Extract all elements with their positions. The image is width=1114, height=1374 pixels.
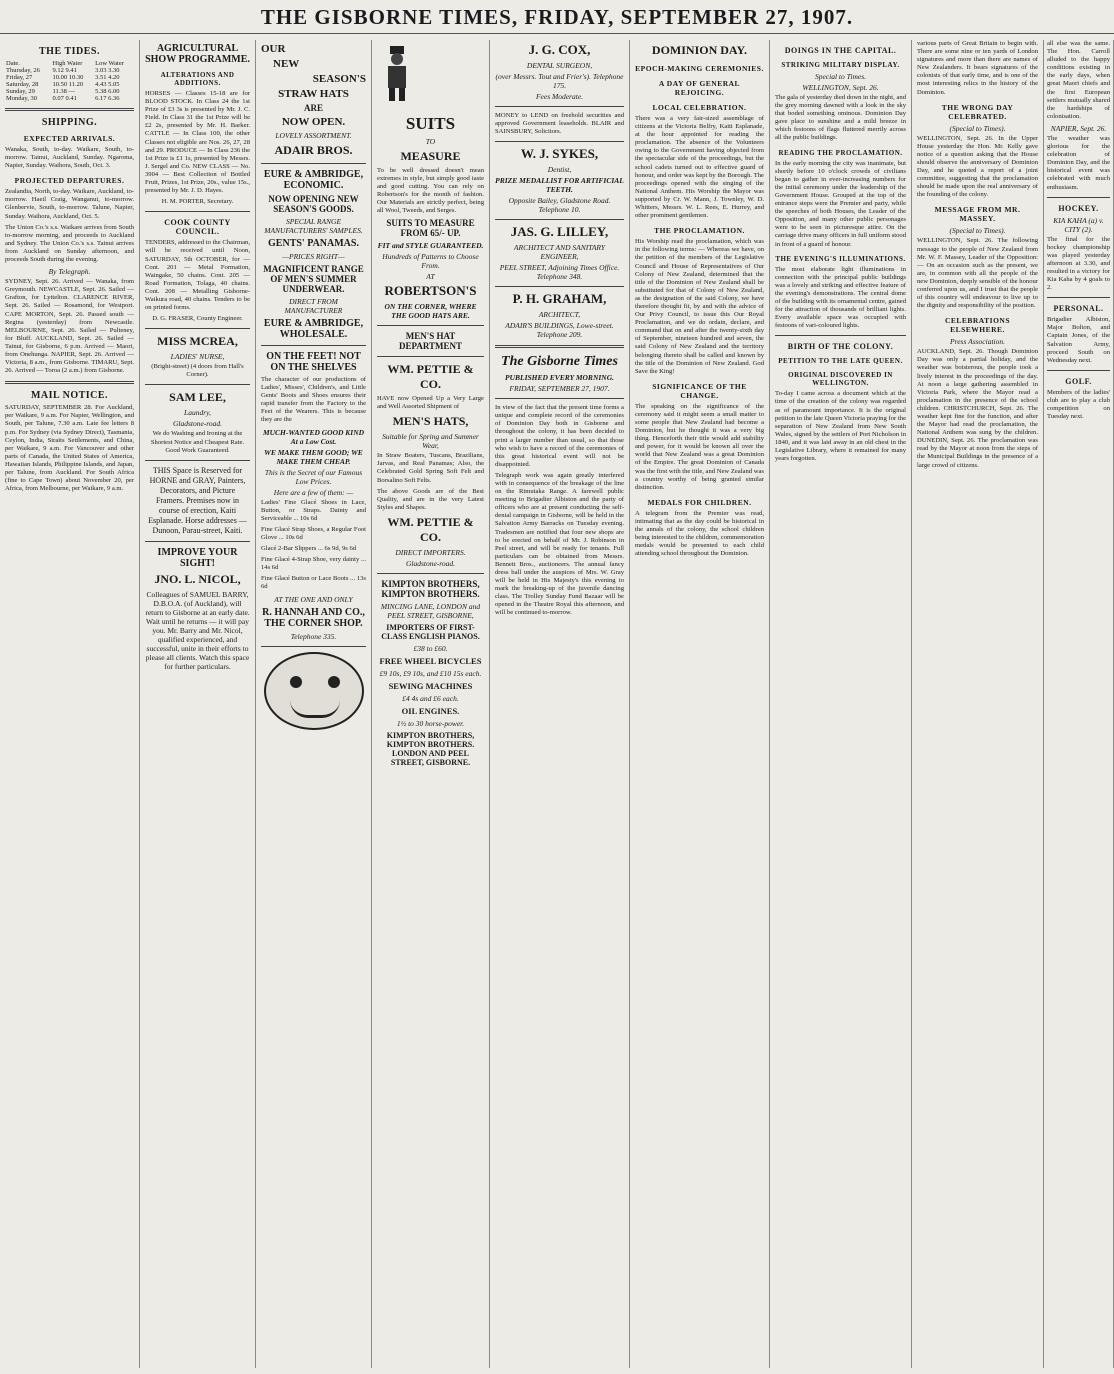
divider [5, 108, 134, 111]
suits-patterns: Hundreds of Patterns to Choose From. [382, 252, 479, 271]
original-heading: ORIGINAL DISCOVERED IN WELLINGTON. [788, 371, 893, 388]
tides-cell: 9.12 9.41 [52, 67, 77, 74]
hats-text: In Straw Boaters, Tuscans, Brazilians, Jarvas, and Real Panamas; Also, the Celebrated Gold Spring Soft Felt and Borsalino Soft Felts. [377, 452, 484, 484]
tides-cell: Saturday, 28 [6, 81, 39, 88]
adair-bros: ADAIR BROS. [274, 143, 353, 157]
reserved-space-text: THIS Space is Reserved for HORNE and GRAY, Painters, Decorators, and Picture Framers. Premises now in course of erection, Kaiti Esplanade. Horse addresses — Dunoon, Parau-street, Kaiti. [148, 465, 247, 535]
illuminations-text: The most elaborate light illuminations in connection with the principal public buildings was a lovely and striking and effective feature of the evening's demonstrations. The central dome of the building with its ornamental centre, gained for the attraction of thousands of brilliant lights. Every available space was occupied with festoons of vari-coloured lights. [775, 265, 906, 330]
divider [1047, 370, 1110, 371]
mouth-icon [290, 700, 340, 718]
alterations-text: HORSES — Classes 15-18 are for BLOOD STOCK. In Class 24 the 1st Prize of £3 3s is presented by Mr. J. C. Field. In Class 31 the 1st Prize will be £2 2s, presented by Mr. H. Barker. CATTLE — In Class 100, the other Classes not eligible are Nos. 26, 27, 28 and 29. PRODUCE — In Class 236 the 1st Prize is £1 1s, presented by Messrs. J. Sergel and Co. NEW CLASS — No. 3904 — Best Collection of Bottled Fruit, Prizes, 1st Prize, 20s., value 15s., presented by Mr. J. D. Hayes. [145, 90, 250, 195]
suits-text: To be well dressed doesn't mean extremes in style, but simply good taste and good cutting. You can rely on Robertson's for the month of fashion. Our Materials are strictly perfect, being all Wool, Tweeds, and Serges. [377, 166, 484, 215]
bicycle-price: £9 10s, £9 10s, and £10 15s each. [379, 668, 482, 678]
special-range: SPECIAL RANGE MANUFACTURERS' SAMPLES. [264, 217, 363, 235]
prices-right: —PRICES RIGHT— [282, 252, 345, 261]
tides-col-date: Date. [6, 60, 20, 67]
optician-name: JNO. L. NICOL, [154, 571, 241, 586]
tides-cell: 3.03 3.30 [95, 67, 120, 74]
divider [495, 141, 624, 142]
column-3 [256, 40, 372, 1368]
eye-icon [328, 676, 340, 688]
telegraph-heading: By Telegraph. [48, 267, 91, 277]
divider [495, 345, 624, 348]
table-row [5, 81, 134, 88]
tides-cell: Monday, 30 [6, 95, 37, 102]
laundry-place: Gladstone-road. [172, 419, 223, 429]
personal-text: Brigadier Albiston, Major Bolton, and Captain Jones, of the Salvation Army, proceed South on Wednesday next. [1047, 316, 1110, 364]
hockey-heading: HOCKEY. [1058, 203, 1099, 213]
money-to-lend: MONEY to LEND on freehold securities and approved Government leaseholds. BLAIR and SAINSBURY, Solicitors. [495, 111, 624, 136]
cox-name: J. G. COX, [528, 42, 591, 57]
ad-now-open: NOW OPEN. [281, 116, 346, 128]
ad-season: SEASON'S [312, 73, 366, 85]
column-7 [770, 40, 912, 1368]
hockey-text: The final for the hockey championship was played yesterday afternoon at 3.30, and resulted in a victory for Kia Kaha by 4 goals to 2. [1047, 235, 1110, 292]
rejoicing-heading: A DAY OF GENERAL REJOICING. [658, 79, 741, 97]
column-5 [490, 40, 630, 1368]
tides-cell: 3.51 4.20 [95, 74, 120, 81]
massey-heading: MESSAGE FROM MR. MASSEY. [934, 205, 1021, 224]
column-2 [140, 40, 256, 1368]
divider [495, 286, 624, 287]
list-item: Fine Glacé Button or Lace Boots ... 13s 6d [261, 575, 366, 591]
column-6 [630, 40, 770, 1368]
robertsons-name: ROBERTSON'S [384, 283, 477, 299]
capital-text: The gala of yesterday died down in the night, and the grey morning dawned with a look in the sky that boded something ominous. Dominion Day gave place to sunshine and a mild breeze in which festoons of flags fluttered merrily across all the public buildings. [775, 94, 906, 142]
hannah-shop: R. HANNAH AND CO., THE CORNER SHOP. [262, 606, 365, 629]
suits-at: AT [426, 272, 435, 282]
divider [145, 211, 250, 212]
suits-price: SUITS TO MEASURE FROM 65/- UP. [386, 218, 475, 239]
tides-cell: 4.43 5.05 [95, 81, 120, 88]
mail-heading: MAIL NOTICE. [30, 390, 109, 402]
laundry-name: SAM LEE, [169, 390, 226, 405]
graham-name: P. H. GRAHAM, [512, 291, 607, 307]
petition-heading: PETITION TO THE LATE QUEEN. [778, 357, 903, 366]
divider [145, 460, 250, 461]
eure-ambridge-2: EURE & AMBRIDGE, WHOLESALE. [263, 318, 364, 340]
kimpton-name-1: KIMPTON BROTHERS, KIMPTON BROTHERS. [381, 578, 480, 599]
robertsons-corner: ON THE CORNER, WHERE THE GOOD HATS ARE. [384, 302, 477, 321]
ad-new: NEW [273, 58, 300, 70]
tides-cell: Thursday, 26 [6, 67, 40, 74]
divider [145, 541, 250, 542]
sight-text: Colleagues of SAMUEL BARRY, D.B.O.A. (of Auckland), will return to Gisborne at an early date. Wait until he returns — it will pay you. Mr. Barry and Mr. Nicol, qualified experienced, and successful, unite in their efforts to please all clients. Watch this space for further particulars. [145, 589, 250, 671]
wellington-dateline: WELLINGTON, Sept. 26. [802, 83, 879, 92]
eure-ambridge-1: EURE & AMBRIDGE, ECONOMIC. [263, 169, 364, 191]
list-item: Fine Glacé 4-Strap Shoe, very dainty ... 14s 6d [261, 556, 366, 572]
lilley-name: JAS. G. LILLEY, [510, 224, 609, 240]
tides-cell: 11.38 — [52, 88, 76, 95]
medals-heading: MEDALS FOR CHILDREN. [647, 497, 752, 507]
press-association: Press Association. [949, 337, 1005, 347]
gents-panamas: GENTS' PANAMAS. [268, 238, 359, 249]
graham-address: ADAIR'S BUILDINGS, Lowe-street. Telephone 209. [505, 321, 614, 340]
local-heading: LOCAL CELEBRATION. [652, 103, 747, 112]
published-every-morning: PUBLISHED EVERY MORNING. [505, 373, 614, 383]
make-them: WE MAKE THEM GOOD; WE MAKE THEM CHEAP. [264, 447, 363, 466]
tides-header-row [5, 60, 134, 67]
napier-text: The weather was glorious for the celebration of Dominion Day, and the historical event was celebrated with much enthusiasm. [1047, 134, 1110, 191]
divider [377, 325, 484, 326]
kimpton-pianos: IMPORTERS OF FIRST-CLASS ENGLISH PIANOS. [381, 622, 480, 641]
oil-price: 1½ to 30 horse-power. [396, 718, 465, 728]
tides-cell: 10.50 11.20 [52, 81, 84, 88]
reading-heading: READING THE PROCLAMATION. [778, 148, 903, 157]
direct-from: DIRECT FROM MANUFACTURER [284, 297, 343, 315]
hats-quality: The above Goods are of the Best Quality, and are in the very Latest Styles and Shapes. [377, 487, 484, 511]
cox-fees: Fees Moderate. [535, 91, 584, 101]
napier-dateline: NAPIER, Sept. 26. [1050, 123, 1107, 133]
divider [495, 398, 624, 399]
dominion-heading: DOMINION DAY. [651, 43, 748, 57]
mail-text: SATURDAY, SEPTEMBER 28. For Auckland, per Waikare, 9 a.m. For Napier, Wellington, and South, per Talune, 7.30 a.m. Late fee letters 8 p.m. For Sydney (via Sydney Direct), Tasmania, Ceylon, India, Straits Settlements, and China, per Waikare, 9 a.m. For Vancouver and other parts of Canada, the United States of America, Hawaiian Islands, Philippine Islands, and Japan, per Talune, from Auckland. For South Africa (fine to Cape Town) about November 20, per Africa, from Melbourne, per Waikare, 9 a.m. [5, 404, 134, 493]
council-text: TENDERS, addressed to the Chairman, will be received until Noon, SATURDAY, 5th OCTOBER, for — Cont. 201 — Metal Formation, Waingake, 50 chains. Cont. 205 — Road Formation, Tolaga, 40 chains. Cont. 208 — Metalling Gisborne-Waikura road, 40 chains. Tenders to be on printed forms. [145, 239, 250, 312]
shipping-heading: SHIPPING. [41, 117, 98, 128]
capital-heading: DOINGS IN THE CAPITAL. [784, 46, 897, 55]
ad-straw-hats: STRAW HATS [278, 88, 349, 100]
on-the-feet-heading: ON THE FEET! NOT ON THE SHELVES [266, 351, 361, 373]
now-opening: NOW OPENING NEW SEASON'S GOODS. [268, 194, 359, 214]
lilley-address: PEEL STREET, Adjoining Times Office. Telephone 348. [499, 263, 620, 282]
tides-cell: 10.00 10.30 [52, 74, 84, 81]
suits-measure: MEASURE [400, 148, 461, 163]
sight-heading: IMPROVE YOUR SIGHT! [157, 546, 238, 569]
mens-hats: MEN'S HATS, [392, 414, 469, 429]
divider [495, 219, 624, 220]
suits-to: TO [425, 136, 436, 146]
paper-name: The Gisborne Times [501, 354, 618, 370]
illuminations-heading: THE EVENING'S ILLUMINATIONS. [775, 254, 906, 263]
massey-text: WELLINGTON, Sept. 26. The following message to the people of New Zealand from Mr. W. F. Massey, Leader of the Opposition: — On an occasion such as the present, we are, in common with all the people of the new Dominion, deeply sensible of the honour conferred upon us, and I trust that the people of this country will endeavour to live up to the dignity and responsibility of the position. [917, 237, 1038, 310]
on-the-feet-text: The character of our productions of Ladies', Misses', Children's, and Little Gents' Boots and Shoes ensures their rapid transfer from the Factory to the Feet of the Wearers. This is because they are the [261, 376, 366, 424]
table-row [5, 67, 134, 74]
divider [377, 573, 484, 574]
doesnt-hurt-illustration [264, 652, 364, 730]
ad-our: OUR [261, 43, 286, 55]
divider [775, 335, 906, 336]
sewing-price: £4 4s and £6 each. [402, 693, 459, 703]
proclamation-text: His Worship read the proclamation, which was in the following terms: — Whereas we have, on the petition of the members of the Legislative Council and House of Representatives of Our Colony of New Zealand, determined that the title of the Dominion of New Zealand shall be substituted for that of Colony of New Zealand, as the designation of the said Colony, we have therefore thought fit, by and with the advice of Our Privy Council, to issue this Our Royal Proclamation, and we do ordain, declare, and command that on and after the twenty-sixth day of September, nineteen hundred and seven, the said Colony of New Zealand and the territory belonging thereto shall be called and known by the title of the Dominion of New Zealand. God Save the King! [635, 238, 764, 375]
sykes-name: W. J. SYKES, [520, 146, 599, 162]
wrong-day-text: WELLINGTON, Sept. 26. In the Upper House yesterday the Hon. Mr. Kelly gave notice of a question asking that the House should observe the anniversary of Dominion Day, and he quoted a report of a joint committee, suggesting that the proclamation should be made upon the real anniversary of the founding of the colony. [917, 134, 1038, 199]
lead-article: In view of the fact that the present time forms a unique and complete record of the ceremonies of Dominion Day both in Gisborne and throughout the colony, it has been decided to print a larger number than usual, so that those who wish to have a record of the ceremonies of this great historical event will not be disappointed. [495, 404, 624, 468]
tides-cell: 0.07 0.41 [52, 95, 77, 102]
nurse-name: MISS MCREA, [157, 334, 238, 349]
bicycles: FREE WHEEL BICYCLES [379, 655, 482, 666]
hannah-telephone: Telephone 335. [290, 631, 337, 641]
divider [1047, 197, 1110, 198]
tides-heading: THE TIDES. [39, 46, 100, 57]
petition-continued: various parts of Great Britain to begin with. There are some nine or ten yards of London signatures and more than there are names of New Zealanders. It bears signatures of the colonists of that early time, and is one of the most interesting relics in the history of the Dominion. [917, 40, 1038, 96]
sykes-title: Dentist, [547, 165, 572, 175]
significance-heading: SIGNIFICANCE OF THE CHANGE. [652, 381, 747, 400]
telegraph-text: SYDNEY, Sept. 26. Arrived — Wanaka, from Greymouth. NEWCASTLE, Sept. 26. Sailed — Grafton, for Lyttelton. CLARENCE RIVER, Sept. 26. Sailed — Rosamond, for Westport. CAPE MORTON, Sept. 26. Passed south — Regina (yesterday) from Newcastle. MELBOURNE, Sept. 26. Sailed — Pulteney, for Bluff. AUCKLAND, Sept. 26. Sailed — Tainui, for Gisborne, 6 p.m. Arrived — Maori, from Onehunga. NAPIER, Sept. 26. Arrived — Victoria, 8 a.m., from Gisborne. TIMARU, Sept. 26. Arrived — Toroa (2 a.m.) from Gisborne. [5, 278, 134, 375]
birth-heading: BIRTH OF THE COLONY. [787, 342, 894, 352]
suits-fit: FIT and STYLE GUARANTEED. [377, 241, 484, 251]
kimpton-address: MINCING LANE, LONDON and PEEL STREET, GISBORNE, [380, 601, 481, 620]
celebrations-text: AUCKLAND, Sept. 26. Though Dominion Day was only a partial holiday, and the weather was boisterous, the people took a lively interest in the proceedings of the day. At noon a large gathering assembled in Victoria Park, where the Mayor read a proclamation in the presence of the school children. CHRISTCHURCH, Sept. 26. The weather kept fine for the function, and after the Mayor had read the proclamation, the National Anthem was sung by the children. DUNEDIN, Sept. 26. The proclamation was read by the Mayor at noon from the steps of the Municipal Buildings in the presence of a large crowd of citizens. [917, 348, 1038, 469]
tides-table [5, 60, 134, 102]
table-row [5, 88, 134, 95]
laundry-sub: Laundry, [184, 408, 211, 418]
departures-text: Zealandia, North, to-day. Waikare, Auckland, to-morrow. Haeil Craig, Wanganui, to-morrow. Glenbervie, South, to-morrow. Talune, Napier, Sunday. Waihora, Auckland, Oct. 5. [5, 188, 134, 220]
wrong-day-heading: THE WRONG DAY CELEBRATED. [941, 102, 1014, 121]
pettie-name-1: WM. PETTIE & CO. [387, 362, 474, 392]
tides-col-low: Low Water [95, 60, 124, 67]
golf-text: Members of the ladies' club are to play a club competition on Tuesday next. [1047, 388, 1110, 421]
list-item: Ladies' Fine Glacé Shoes in Lace, Button, or Straps. Dainty and Serviceable ... 10s 6d [261, 498, 366, 522]
gentleman-figure-icon [377, 44, 417, 102]
eye-icon [290, 676, 302, 688]
departures-heading: PROJECTED DEPARTURES. [14, 176, 125, 186]
special-to-times: Special to Times. [814, 72, 867, 81]
divider [5, 381, 134, 384]
oil-engines: OIL ENGINES. [401, 705, 460, 716]
wrong-day-special: (Special to Times). [949, 123, 1006, 133]
alterations-heading: ALTERATIONS AND ADDITIONS. [160, 71, 235, 87]
personal-heading: PERSONAL. [1053, 304, 1104, 314]
pettie-address: Gladstone-road. [405, 558, 456, 568]
ad-are: ARE [303, 103, 323, 113]
divider [261, 345, 366, 346]
golf-heading: GOLF. [1065, 376, 1092, 386]
secret: This is the Secret of our Famous Low Prices. [264, 467, 363, 486]
tides-col-high: High Water [52, 60, 83, 67]
column-9 [1044, 40, 1114, 1368]
council-signature: D. G. FRASER, County Engineer. [152, 315, 243, 323]
column-1 [0, 40, 140, 1368]
sewing-machines: SEWING MACHINES [388, 680, 473, 691]
military-display-heading: STRIKING MILITARY DISPLAY. [781, 61, 900, 69]
pettie-text: HAVE now Opened Up a Very Large and Well Assorted Shipment of [377, 395, 484, 411]
nurse-title: LADIES' NURSE, [170, 352, 225, 362]
expected-heading: EXPECTED ARRIVALS. [23, 134, 116, 143]
divider [261, 646, 366, 647]
newspaper-title: THE GISBORNE TIMES, FRIDAY, SEPTEMBER 27, 1907. [260, 5, 854, 29]
tides-cell: 6.17 6.36 [95, 95, 120, 102]
at-the-one: AT THE ONE AND ONLY [274, 594, 353, 604]
union-text: The Union Co.'s s.s. Waikare arrives from South to-morrow morning, and proceeds to Auckland and Sydney. The Union Co.'s s.s. Tainui arrives from Auckland on Sunday afternoon, and proceeds South during the evening. [5, 223, 134, 264]
proclamation-heading: THE PROCLAMATION. [654, 226, 745, 236]
paper-dateline: FRIDAY, SEPTEMBER 27, 1907. [509, 384, 610, 394]
divider [495, 106, 624, 107]
show-heading: AGRICULTURAL SHOW PROGRAMME. [145, 43, 250, 65]
laundry-text: We do Washing and Ironing at the Shortest Notice and Cheapest Rate. Good Work Guaranteed. [150, 430, 245, 454]
show-signature: H. M. PORTER, Secretary. [161, 198, 234, 206]
table-row [5, 95, 134, 102]
tides-cell: Friday, 27 [6, 74, 33, 81]
column-4 [372, 40, 490, 1368]
massey-special: (Special to Times). [949, 226, 1006, 236]
much-wanted: MUCH-WANTED GOOD KIND At a Low Cost. [262, 427, 365, 446]
kimpton-name-2: KIMPTON BROTHERS, KIMPTON BROTHERS. LONDON AND PEEL STREET, GISBORNE. [386, 730, 475, 767]
here-are: Here are a few of them: — [273, 487, 354, 497]
dominion-continued: all else was the same. The Hon. Carroll alluded to the happy conditions existing in the early days, when great Maori chiefs and the first European settlers mutually shared the hardships of colonisation. [1047, 40, 1110, 120]
local-text: There was a very fair-sized assemblage of citizens at the Victoria Belfry, Kaiti Esplanade, at the hour appointed for reading the proclamation. The absence of the Volunteers owing to the Government having objected from the spectacular side of the proceedings, but the school cadets turned out to effective guard of honour, and order was kept by the Borough. The proceedings opened with the singing of the National Anthem. His Worship the Mayor was supported by Cr. W. Mann, J. Townley, W. D. Whitters, Messrs. W. L. Rees, E. Hurrey, and other prominent gentlemen. [635, 115, 764, 220]
ad-lovely: LOVELY ASSORTMENT. [275, 131, 352, 140]
tides-cell: Sunday, 29 [6, 88, 35, 95]
suits-heading: SUITS [405, 114, 456, 133]
divider [1047, 297, 1110, 298]
divider [145, 328, 250, 329]
tides-cell: 5.38 6.00 [95, 88, 120, 95]
expected-text: Wanaka, South, to-day. Waikare, South, to-morrow. Tainui, Auckland, Sunday. Ngaroma, Napier, Sunday. Waihora, South, Oct. 3. [5, 146, 134, 170]
reading-text: In the early morning the city was inanimate, but shortly before 10 o'clock crowds of civilians began to gather in ever-increasing numbers for the initial ceremony under the leadership of the Government House. Grouped at the top of the entrance steps were the Premier and party, while the speeches of both Houses, the Leader of the Opposition, and many other public personages were to be seen in picturesque attire. On the carriage drive many officers in full uniform stood in front of a guard of honour. [775, 159, 906, 248]
sykes-address: Opposite Bailey, Gladstone Road. Telephone 10. [508, 196, 611, 215]
medals-text: A telegram from the Premier was read, intimating that as the day could be historical in the annals of the colony, the school children being interested to the children, commemoration medals would be presented to each child attending school throughout the Dominion. [635, 509, 764, 558]
suitable: Suitable for Spring and Summer Wear, [382, 432, 479, 451]
epoch-heading: EPOCH-MAKING CEREMONIES. [635, 64, 764, 73]
celebrations-heading: CELEBRATIONS ELSEWHERE. [944, 316, 1011, 335]
piano-price: £38 to £60. [413, 643, 448, 653]
lilley-title: ARCHITECT AND SANITARY ENGINEER, [513, 243, 606, 262]
direct-importers: DIRECT IMPORTERS. [395, 547, 466, 557]
graham-title: ARCHITECT, [538, 310, 581, 320]
significance-text: The speaking on the significance of the ceremony said it might seem a small matter to some people that New Zealand had become a Dominion, but he thought it was a very big thing. Henceforth their title would add stability and power, for it would be known all over the world that New Zealand was a great Dominion of the Empire. The great Dominion of Canada was the first with the title, and New Zealand was a country worthy of being granted similar distinction. [635, 402, 764, 491]
pettie-name-2: WM. PETTIE & CO. [387, 514, 474, 544]
cox-address: (over Messrs. Tout and Frier's). Telephone 175. [495, 71, 624, 90]
column-8 [912, 40, 1044, 1368]
list-item: Fine Glacé Strap Shoes, a Regular Foot Glove ... 10s 6d [261, 525, 366, 541]
nurse-address: (Bright-street) (4 doors from Hall's Corner). [151, 363, 244, 379]
divider [145, 384, 250, 385]
local-news: Telegraph work was again greatly interfered with in consequence of the breakage of the line on the Rimutaka Range. A farewell public meeting to Brigadier Albiston and the party of officers who are at present conducting the self-denial campaign in Gisborne, will be held in the Salvation Army Barracks on Tuesday evening. Tradesmen are notified that four new shops are to be erected on behalf of Mr. J. Robinson in Peel street, and will be ready for tenants. Full particulars can be obtained from Messrs. Bennett Bros., auctioneers. The annual fancy dress ball under the auspices of Mrs. W. Gray will be held in His Majesty's this evening to mark the breaking-up of the juvenile dancing class. The Trolley Sunday Fund Bazaar will be opened in the Theatre Royal this afternoon, and will be continued to-morrow. [495, 471, 624, 617]
hockey-match: KIA KAHA (a) v. CITY (2). [1053, 215, 1104, 234]
list-item: Glacé 2-Bar Slippers ... 6s 9d, 9s 6d [261, 545, 357, 553]
table-row [5, 74, 134, 81]
sykes-prize: PRIZE MEDALLIST FOR ARTIFICIAL TEETH. [495, 176, 624, 195]
masthead [0, 0, 1114, 34]
birth-text: To-day I came across a document which at the time of the creation of the colony was regarded as of paramount importance. It is the original petition to the late Queen Victoria praying for the separation of New Zealand from New South Wales, signed by the settlers of Port Nicholson in 1840, and it was laid away in an old chest in the Legislative Library, where it remained for many years forgotten. [775, 390, 906, 463]
cox-title: DENTAL SURGEON, [526, 60, 593, 70]
divider [261, 163, 366, 164]
divider [377, 356, 484, 357]
mens-hat-department: MEN'S HAT DEPARTMENT [398, 331, 463, 352]
magnificent-range: MAGNIFICENT RANGE OF MEN'S SUMMER UNDERWEAR. [263, 264, 364, 294]
council-heading: COOK COUNTY COUNCIL. [164, 218, 231, 237]
